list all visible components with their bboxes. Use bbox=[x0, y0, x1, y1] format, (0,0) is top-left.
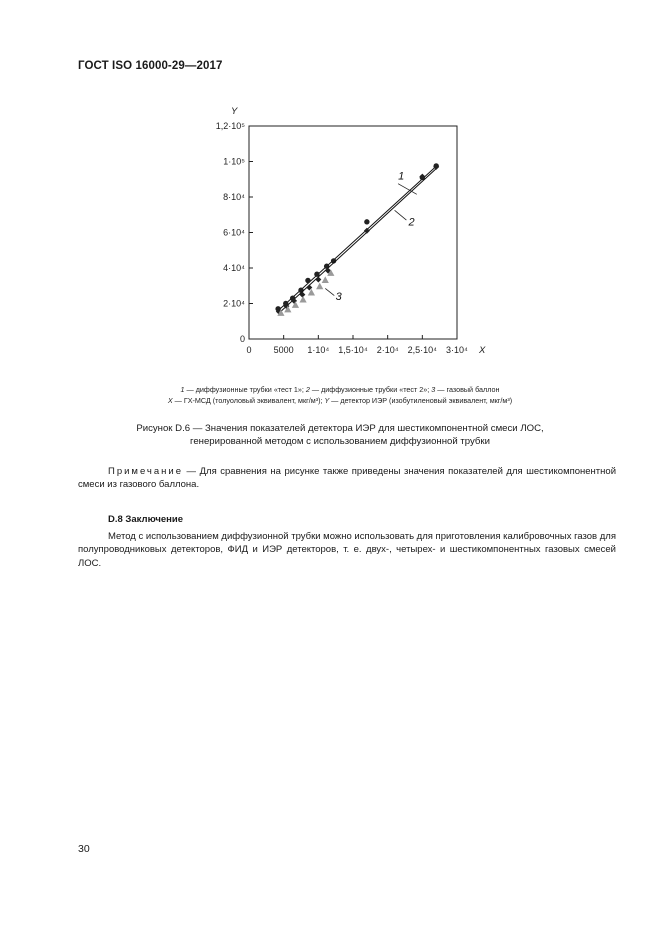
x-tick-label: 5000 bbox=[273, 345, 294, 355]
figure-legend-line-1 bbox=[60, 385, 620, 396]
y-tick-label: 2·10⁴ bbox=[223, 298, 245, 309]
annotation-label-2: 2 bbox=[408, 216, 415, 229]
chart-svg bbox=[0, 0, 661, 380]
y-tick-label: 1,2·10⁵ bbox=[215, 121, 245, 131]
note-paragraph bbox=[78, 465, 616, 491]
document-header: ГОСТ ISO 16000-29—2017 bbox=[78, 60, 223, 72]
figure-caption-line-2: генерированной методом с использованием диффузионной трубки bbox=[190, 435, 490, 447]
annotation-leader-3 bbox=[325, 288, 334, 295]
figure-legend-line-2 bbox=[60, 396, 620, 407]
legend-text-x: ГХ-МСД (толуоловый эквивалент, мкг/м³); bbox=[183, 396, 325, 405]
data-point-series-2 bbox=[315, 277, 321, 283]
x-tick-label: 1·10⁴ bbox=[307, 345, 330, 355]
y-tick-label: 4·10⁴ bbox=[223, 263, 245, 273]
legend-key-y: Y — bbox=[324, 396, 341, 405]
figure-caption-line-1: Рисунок D.6 — Значения показателей детектора ИЭР для шестикомпонентной смеси ЛОС, bbox=[136, 423, 544, 434]
y-tick-label: 8·10⁴ bbox=[223, 192, 245, 202]
x-axis-label: X bbox=[479, 345, 486, 356]
section-paragraph: Метод с использованием диффузионной трубки можно использовать для приготовления калибровочных газов для полупроводниковых детекторов, ФИД и ИЭР детекторов, т. е. двух-, четырех- и шестикомпонентных газовых смесей ЛОС. bbox=[78, 531, 616, 569]
figure-d6-chart bbox=[0, 0, 661, 380]
page-number: 30 bbox=[78, 843, 90, 855]
annotation-label-3: 3 bbox=[335, 290, 342, 303]
x-tick-label: 0 bbox=[246, 345, 252, 355]
y-tick-label: 6·10⁴ bbox=[223, 227, 245, 238]
y-tick-label: 0 bbox=[239, 334, 245, 344]
figure-caption bbox=[60, 423, 620, 448]
y-axis-label: Y bbox=[231, 106, 238, 117]
x-tick-label: 3·10⁴ bbox=[446, 345, 468, 355]
legend-text-y: детектор ИЭР (изобутиленовый эквивалент, мкг/м³) bbox=[340, 396, 513, 405]
annotation-label-1: 1 bbox=[398, 170, 405, 183]
data-point-series-3 bbox=[299, 296, 306, 303]
data-point-series-1 bbox=[298, 287, 303, 292]
note-label: Примечание bbox=[108, 466, 183, 477]
legend-text-2: диффузионные трубки «тест 2»; bbox=[321, 385, 432, 394]
fit-line-series-2 bbox=[279, 169, 436, 314]
x-tick-label: 2·10⁴ bbox=[376, 345, 399, 355]
legend-key-1: 1 — bbox=[180, 385, 196, 394]
legend-text-3: газовый баллон bbox=[446, 385, 500, 394]
legend-key-2: 2 — bbox=[305, 385, 322, 394]
data-point-series-1 bbox=[364, 219, 369, 224]
data-point-series-3 bbox=[322, 276, 329, 283]
section-title: D.8 Заключение bbox=[108, 514, 183, 525]
legend-text-1: диффузионные трубки «тест 1»; bbox=[195, 385, 306, 394]
note-text: — Для сравнения на рисунке также приведены значения показателей для шестикомпонентной смеси из газового баллона. bbox=[78, 466, 616, 490]
data-point-series-2 bbox=[364, 228, 370, 234]
data-point-series-3 bbox=[316, 283, 323, 290]
legend-key-x: X — bbox=[167, 396, 184, 405]
data-point-series-1 bbox=[305, 278, 310, 283]
y-tick-label: 1·10⁵ bbox=[223, 156, 245, 167]
x-tick-label: 1,5·10⁴ bbox=[338, 345, 368, 355]
x-tick-label: 2,5·10⁴ bbox=[407, 345, 438, 355]
annotation-leader-2 bbox=[395, 210, 407, 220]
legend-key-3: 3 — bbox=[431, 385, 447, 394]
plot-frame bbox=[249, 126, 457, 339]
